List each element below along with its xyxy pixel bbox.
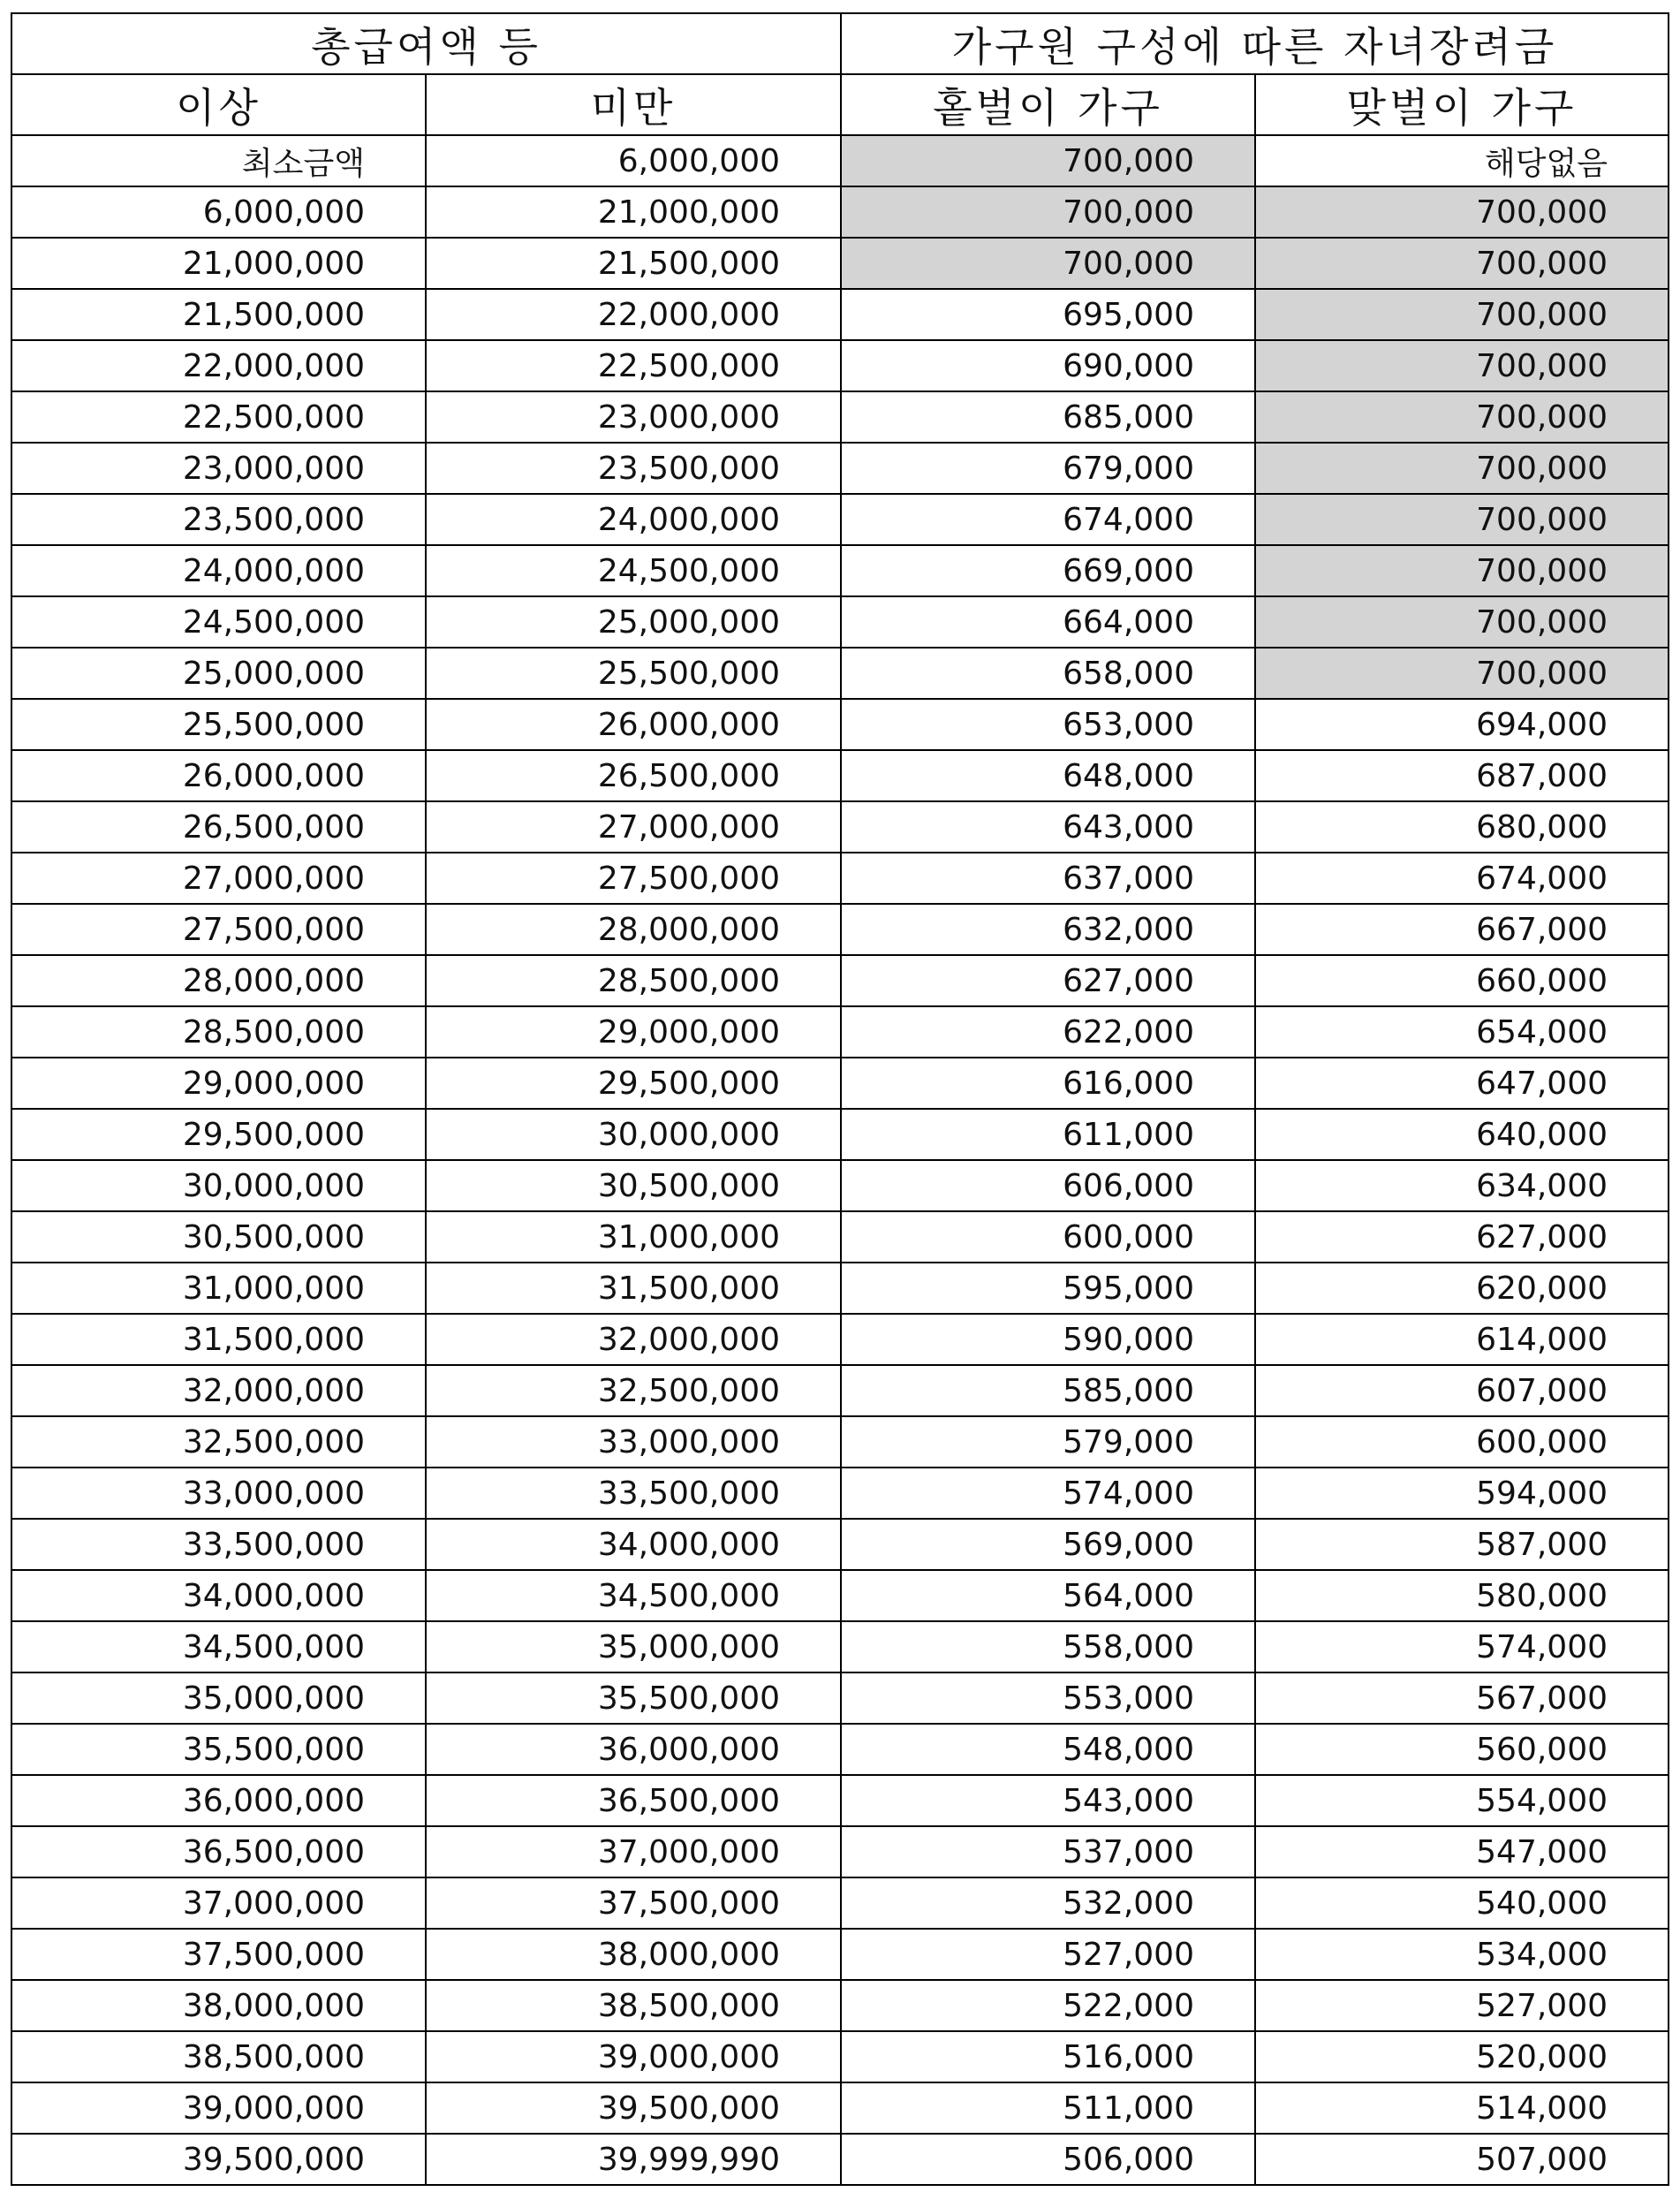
table-row bbox=[11, 1724, 1669, 1775]
cell-max: 22,000,000 bbox=[426, 289, 841, 340]
cell-dual-earner: 660,000 bbox=[1255, 955, 1669, 1006]
cell-single-earner: 690,000 bbox=[841, 340, 1255, 391]
cell-max: 38,500,000 bbox=[426, 1980, 841, 2031]
table-row bbox=[11, 1570, 1669, 1621]
cell-dual-earner: 680,000 bbox=[1255, 801, 1669, 853]
table-row bbox=[11, 1775, 1669, 1826]
header-dual-earner: 맞벌이 가구 bbox=[1255, 74, 1669, 135]
cell-min: 26,000,000 bbox=[11, 750, 426, 801]
cell-dual-earner: 700,000 bbox=[1255, 238, 1669, 289]
cell-max: 34,500,000 bbox=[426, 1570, 841, 1621]
table-row bbox=[11, 135, 1669, 186]
table-row bbox=[11, 1006, 1669, 1058]
cell-min: 29,000,000 bbox=[11, 1058, 426, 1109]
cell-dual-earner: 667,000 bbox=[1255, 904, 1669, 955]
table-row bbox=[11, 596, 1669, 648]
cell-min: 25,000,000 bbox=[11, 648, 426, 699]
cell-max: 28,500,000 bbox=[426, 955, 841, 1006]
header-single-earner: 홑벌이 가구 bbox=[841, 74, 1255, 135]
cell-max: 30,000,000 bbox=[426, 1109, 841, 1160]
cell-min: 37,500,000 bbox=[11, 1929, 426, 1980]
cell-min: 34,500,000 bbox=[11, 1621, 426, 1672]
cell-max: 35,500,000 bbox=[426, 1672, 841, 1724]
cell-min: 21,000,000 bbox=[11, 238, 426, 289]
header-min: 이상 bbox=[11, 74, 426, 135]
cell-single-earner: 574,000 bbox=[841, 1468, 1255, 1519]
table-row bbox=[11, 1672, 1669, 1724]
cell-dual-earner: 654,000 bbox=[1255, 1006, 1669, 1058]
cell-min: 22,500,000 bbox=[11, 391, 426, 443]
cell-max: 26,500,000 bbox=[426, 750, 841, 801]
table-row bbox=[11, 1416, 1669, 1468]
table-row bbox=[11, 1365, 1669, 1416]
cell-single-earner: 548,000 bbox=[841, 1724, 1255, 1775]
cell-single-earner: 532,000 bbox=[841, 1877, 1255, 1929]
cell-max: 29,000,000 bbox=[426, 1006, 841, 1058]
cell-min: 31,500,000 bbox=[11, 1314, 426, 1365]
cell-min: 27,000,000 bbox=[11, 853, 426, 904]
cell-dual-earner: 700,000 bbox=[1255, 648, 1669, 699]
cell-single-earner: 685,000 bbox=[841, 391, 1255, 443]
cell-dual-earner: 700,000 bbox=[1255, 340, 1669, 391]
table-row bbox=[11, 238, 1669, 289]
cell-dual-earner: 587,000 bbox=[1255, 1519, 1669, 1570]
cell-single-earner: 700,000 bbox=[841, 238, 1255, 289]
cell-min: 22,000,000 bbox=[11, 340, 426, 391]
cell-max: 31,500,000 bbox=[426, 1263, 841, 1314]
cell-max: 25,000,000 bbox=[426, 596, 841, 648]
cell-single-earner: 600,000 bbox=[841, 1211, 1255, 1263]
cell-single-earner: 669,000 bbox=[841, 545, 1255, 596]
cell-max: 32,500,000 bbox=[426, 1365, 841, 1416]
cell-min: 21,500,000 bbox=[11, 289, 426, 340]
cell-single-earner: 627,000 bbox=[841, 955, 1255, 1006]
cell-dual-earner: 627,000 bbox=[1255, 1211, 1669, 1263]
header-total-salary: 총급여액 등 bbox=[11, 13, 841, 74]
cell-single-earner: 564,000 bbox=[841, 1570, 1255, 1621]
cell-single-earner: 632,000 bbox=[841, 904, 1255, 955]
cell-max: 24,000,000 bbox=[426, 494, 841, 545]
cell-dual-earner: 594,000 bbox=[1255, 1468, 1669, 1519]
cell-min: 33,500,000 bbox=[11, 1519, 426, 1570]
cell-dual-earner: 620,000 bbox=[1255, 1263, 1669, 1314]
table-row bbox=[11, 1058, 1669, 1109]
table-row bbox=[11, 1980, 1669, 2031]
cell-max: 23,000,000 bbox=[426, 391, 841, 443]
cell-dual-earner: 534,000 bbox=[1255, 1929, 1669, 1980]
cell-dual-earner: 700,000 bbox=[1255, 443, 1669, 494]
cell-single-earner: 522,000 bbox=[841, 1980, 1255, 2031]
header-row-group bbox=[11, 13, 1669, 74]
cell-min: 28,500,000 bbox=[11, 1006, 426, 1058]
cell-max: 28,000,000 bbox=[426, 904, 841, 955]
cell-single-earner: 653,000 bbox=[841, 699, 1255, 750]
cell-dual-earner: 640,000 bbox=[1255, 1109, 1669, 1160]
cell-dual-earner: 해당없음 bbox=[1255, 135, 1669, 186]
cell-min: 6,000,000 bbox=[11, 186, 426, 238]
cell-min: 38,000,000 bbox=[11, 1980, 426, 2031]
cell-min: 32,500,000 bbox=[11, 1416, 426, 1468]
cell-single-earner: 611,000 bbox=[841, 1109, 1255, 1160]
table-row bbox=[11, 186, 1669, 238]
cell-min: 27,500,000 bbox=[11, 904, 426, 955]
table-row bbox=[11, 545, 1669, 596]
table-row bbox=[11, 2134, 1669, 2185]
cell-dual-earner: 574,000 bbox=[1255, 1621, 1669, 1672]
cell-max: 21,000,000 bbox=[426, 186, 841, 238]
cell-max: 39,500,000 bbox=[426, 2082, 841, 2134]
cell-dual-earner: 614,000 bbox=[1255, 1314, 1669, 1365]
cell-min: 32,000,000 bbox=[11, 1365, 426, 1416]
table-body bbox=[11, 135, 1669, 2185]
cell-max: 27,500,000 bbox=[426, 853, 841, 904]
table-row bbox=[11, 1160, 1669, 1211]
cell-single-earner: 569,000 bbox=[841, 1519, 1255, 1570]
table-row bbox=[11, 1621, 1669, 1672]
cell-dual-earner: 647,000 bbox=[1255, 1058, 1669, 1109]
cell-min: 38,500,000 bbox=[11, 2031, 426, 2082]
cell-max: 23,500,000 bbox=[426, 443, 841, 494]
cell-dual-earner: 700,000 bbox=[1255, 289, 1669, 340]
cell-single-earner: 622,000 bbox=[841, 1006, 1255, 1058]
table-row bbox=[11, 1109, 1669, 1160]
table-header bbox=[11, 13, 1669, 135]
cell-max: 33,500,000 bbox=[426, 1468, 841, 1519]
table-row bbox=[11, 1519, 1669, 1570]
table-row bbox=[11, 289, 1669, 340]
cell-min: 23,500,000 bbox=[11, 494, 426, 545]
table-row bbox=[11, 904, 1669, 955]
cell-min: 39,000,000 bbox=[11, 2082, 426, 2134]
table-row bbox=[11, 340, 1669, 391]
cell-dual-earner: 507,000 bbox=[1255, 2134, 1669, 2185]
cell-dual-earner: 560,000 bbox=[1255, 1724, 1669, 1775]
cell-single-earner: 553,000 bbox=[841, 1672, 1255, 1724]
cell-single-earner: 595,000 bbox=[841, 1263, 1255, 1314]
cell-max: 39,000,000 bbox=[426, 2031, 841, 2082]
cell-single-earner: 537,000 bbox=[841, 1826, 1255, 1877]
cell-min: 24,000,000 bbox=[11, 545, 426, 596]
header-max: 미만 bbox=[426, 74, 841, 135]
cell-min: 최소금액 bbox=[11, 135, 426, 186]
cell-dual-earner: 520,000 bbox=[1255, 2031, 1669, 2082]
cell-dual-earner: 700,000 bbox=[1255, 545, 1669, 596]
cell-dual-earner: 694,000 bbox=[1255, 699, 1669, 750]
cell-max: 26,000,000 bbox=[426, 699, 841, 750]
table-row bbox=[11, 801, 1669, 853]
table-row bbox=[11, 1314, 1669, 1365]
cell-single-earner: 616,000 bbox=[841, 1058, 1255, 1109]
table-row bbox=[11, 443, 1669, 494]
table-row bbox=[11, 1211, 1669, 1263]
cell-single-earner: 637,000 bbox=[841, 853, 1255, 904]
cell-max: 36,500,000 bbox=[426, 1775, 841, 1826]
cell-max: 22,500,000 bbox=[426, 340, 841, 391]
cell-max: 33,000,000 bbox=[426, 1416, 841, 1468]
table-row bbox=[11, 750, 1669, 801]
cell-min: 23,000,000 bbox=[11, 443, 426, 494]
cell-dual-earner: 700,000 bbox=[1255, 186, 1669, 238]
cell-max: 30,500,000 bbox=[426, 1160, 841, 1211]
cell-dual-earner: 547,000 bbox=[1255, 1826, 1669, 1877]
table-row bbox=[11, 1263, 1669, 1314]
cell-max: 21,500,000 bbox=[426, 238, 841, 289]
cell-single-earner: 506,000 bbox=[841, 2134, 1255, 2185]
cell-dual-earner: 600,000 bbox=[1255, 1416, 1669, 1468]
cell-single-earner: 579,000 bbox=[841, 1416, 1255, 1468]
cell-max: 6,000,000 bbox=[426, 135, 841, 186]
cell-max: 36,000,000 bbox=[426, 1724, 841, 1775]
cell-min: 31,000,000 bbox=[11, 1263, 426, 1314]
cell-dual-earner: 554,000 bbox=[1255, 1775, 1669, 1826]
cell-single-earner: 516,000 bbox=[841, 2031, 1255, 2082]
cell-max: 39,999,990 bbox=[426, 2134, 841, 2185]
cell-dual-earner: 634,000 bbox=[1255, 1160, 1669, 1211]
cell-min: 33,000,000 bbox=[11, 1468, 426, 1519]
cell-max: 37,500,000 bbox=[426, 1877, 841, 1929]
cell-min: 30,500,000 bbox=[11, 1211, 426, 1263]
cell-dual-earner: 700,000 bbox=[1255, 596, 1669, 648]
cell-min: 34,000,000 bbox=[11, 1570, 426, 1621]
cell-single-earner: 511,000 bbox=[841, 2082, 1255, 2134]
cell-min: 36,500,000 bbox=[11, 1826, 426, 1877]
cell-max: 29,500,000 bbox=[426, 1058, 841, 1109]
cell-dual-earner: 567,000 bbox=[1255, 1672, 1669, 1724]
table-row bbox=[11, 1468, 1669, 1519]
table-row bbox=[11, 1826, 1669, 1877]
table-row bbox=[11, 699, 1669, 750]
cell-max: 27,000,000 bbox=[426, 801, 841, 853]
cell-min: 25,500,000 bbox=[11, 699, 426, 750]
cell-max: 34,000,000 bbox=[426, 1519, 841, 1570]
cell-single-earner: 695,000 bbox=[841, 289, 1255, 340]
cell-dual-earner: 514,000 bbox=[1255, 2082, 1669, 2134]
table-row bbox=[11, 391, 1669, 443]
table-row bbox=[11, 955, 1669, 1006]
cell-single-earner: 658,000 bbox=[841, 648, 1255, 699]
cell-single-earner: 590,000 bbox=[841, 1314, 1255, 1365]
table-row bbox=[11, 1929, 1669, 1980]
cell-min: 26,500,000 bbox=[11, 801, 426, 853]
cell-min: 35,500,000 bbox=[11, 1724, 426, 1775]
cell-max: 25,500,000 bbox=[426, 648, 841, 699]
table-row bbox=[11, 1877, 1669, 1929]
cell-single-earner: 664,000 bbox=[841, 596, 1255, 648]
cell-max: 35,000,000 bbox=[426, 1621, 841, 1672]
table-row bbox=[11, 853, 1669, 904]
cell-single-earner: 606,000 bbox=[841, 1160, 1255, 1211]
table-row bbox=[11, 2082, 1669, 2134]
cell-single-earner: 643,000 bbox=[841, 801, 1255, 853]
cell-dual-earner: 527,000 bbox=[1255, 1980, 1669, 2031]
header-row-columns bbox=[11, 74, 1669, 135]
cell-min: 28,000,000 bbox=[11, 955, 426, 1006]
cell-min: 39,500,000 bbox=[11, 2134, 426, 2185]
cell-dual-earner: 700,000 bbox=[1255, 391, 1669, 443]
header-child-credit: 가구원 구성에 따른 자녀장려금 bbox=[841, 13, 1669, 74]
cell-dual-earner: 580,000 bbox=[1255, 1570, 1669, 1621]
cell-single-earner: 679,000 bbox=[841, 443, 1255, 494]
cell-single-earner: 558,000 bbox=[841, 1621, 1255, 1672]
cell-min: 37,000,000 bbox=[11, 1877, 426, 1929]
cell-dual-earner: 674,000 bbox=[1255, 853, 1669, 904]
cell-single-earner: 700,000 bbox=[841, 186, 1255, 238]
cell-min: 29,500,000 bbox=[11, 1109, 426, 1160]
table-row bbox=[11, 494, 1669, 545]
cell-min: 36,000,000 bbox=[11, 1775, 426, 1826]
child-credit-table bbox=[11, 12, 1669, 2186]
cell-single-earner: 527,000 bbox=[841, 1929, 1255, 1980]
cell-single-earner: 648,000 bbox=[841, 750, 1255, 801]
cell-max: 37,000,000 bbox=[426, 1826, 841, 1877]
cell-min: 30,000,000 bbox=[11, 1160, 426, 1211]
cell-min: 35,000,000 bbox=[11, 1672, 426, 1724]
table-row bbox=[11, 648, 1669, 699]
cell-min: 24,500,000 bbox=[11, 596, 426, 648]
cell-dual-earner: 687,000 bbox=[1255, 750, 1669, 801]
table-row bbox=[11, 2031, 1669, 2082]
cell-single-earner: 543,000 bbox=[841, 1775, 1255, 1826]
cell-dual-earner: 607,000 bbox=[1255, 1365, 1669, 1416]
cell-max: 24,500,000 bbox=[426, 545, 841, 596]
cell-single-earner: 674,000 bbox=[841, 494, 1255, 545]
benefit-table-sheet bbox=[11, 12, 1668, 2186]
cell-max: 38,000,000 bbox=[426, 1929, 841, 1980]
cell-single-earner: 585,000 bbox=[841, 1365, 1255, 1416]
cell-max: 31,000,000 bbox=[426, 1211, 841, 1263]
cell-dual-earner: 540,000 bbox=[1255, 1877, 1669, 1929]
cell-max: 32,000,000 bbox=[426, 1314, 841, 1365]
cell-single-earner: 700,000 bbox=[841, 135, 1255, 186]
cell-dual-earner: 700,000 bbox=[1255, 494, 1669, 545]
